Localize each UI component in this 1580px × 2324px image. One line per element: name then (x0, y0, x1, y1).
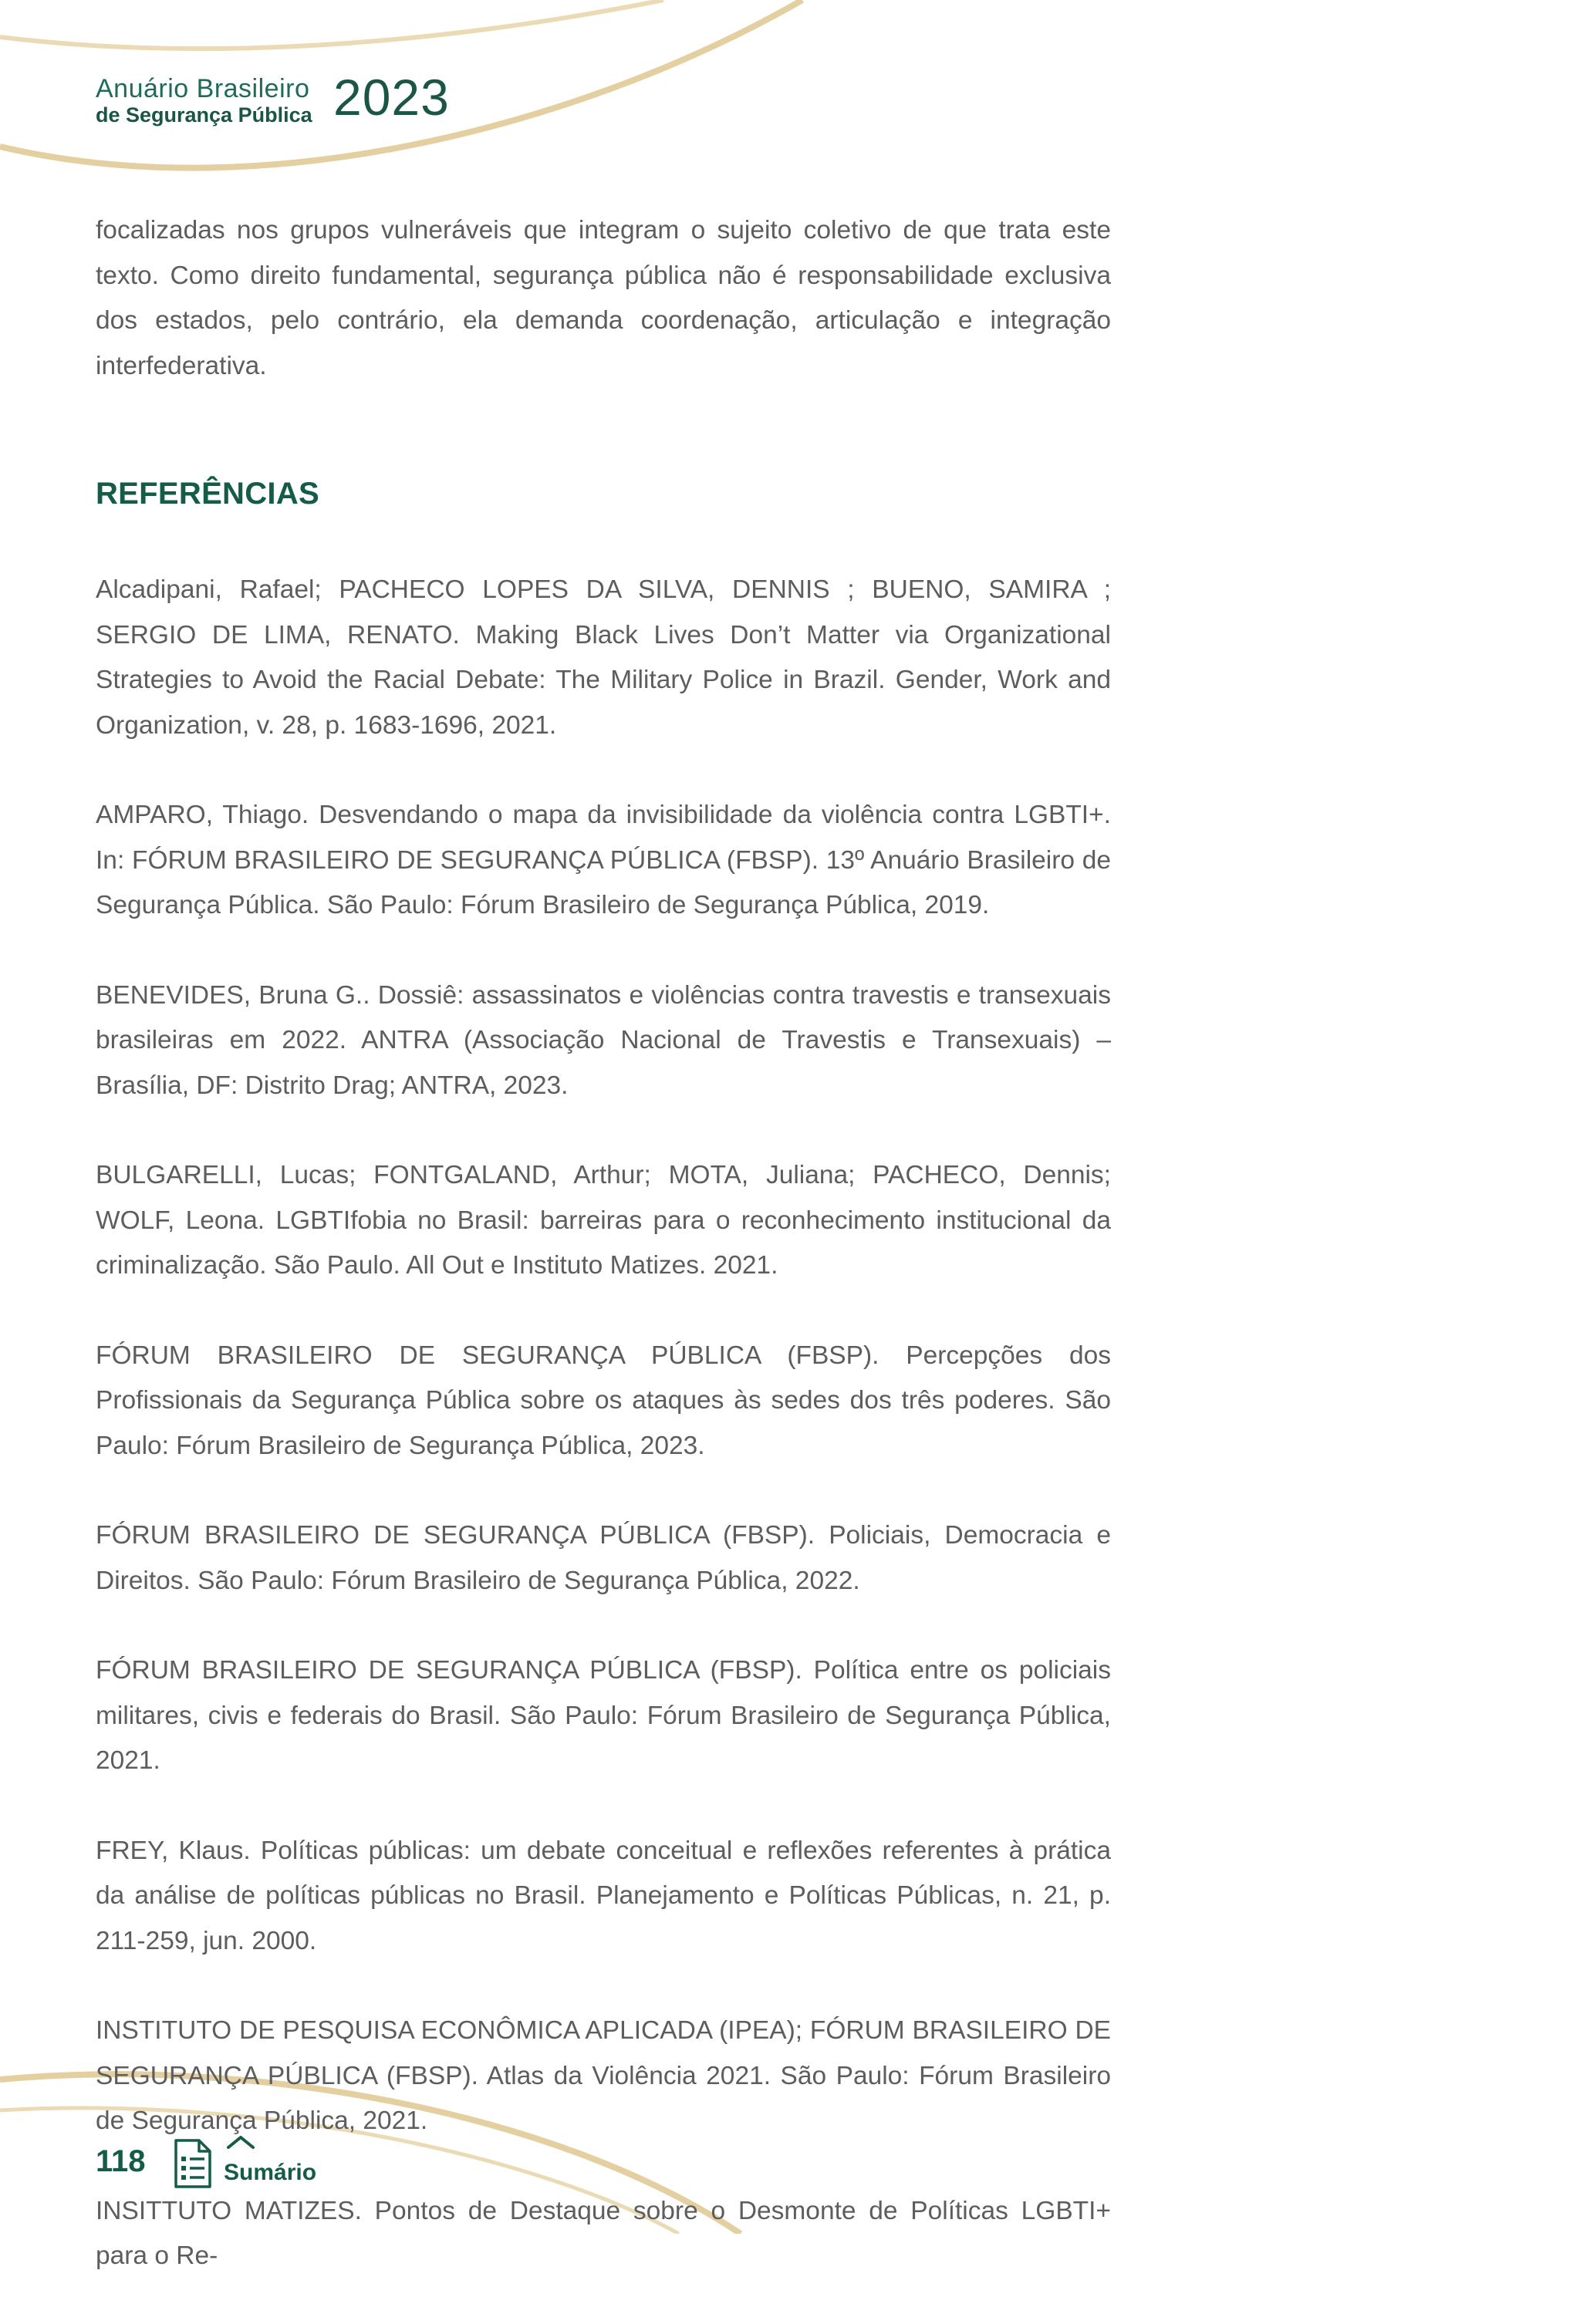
document-list-icon (173, 2138, 213, 2189)
reference-item: BENEVIDES, Bruna G.. Dossiê: assassinatos e violências contra travestis e transexuais brasileiras em 2022. ANTRA (Associação Nacional de Travestis e Transexuais) – Brasília, DF: Distrito Drag; ANTRA, 2023. (96, 980, 1111, 1100)
references-heading: REFERÊNCIAS (96, 477, 319, 511)
intro-paragraph: focalizadas nos grupos vulneráveis que integram o sujeito coletivo de que trata este texto. Como direito fundamental, segurança pública não é responsabilidade exclusiva dos estados, pelo contrário, ela demanda coordenação, articulação e integração interfederativa. (96, 216, 1111, 380)
brand-title-line1: Anuário Brasileiro (96, 74, 310, 103)
references-list (96, 568, 1111, 2279)
chevron-up-icon (225, 2133, 256, 2150)
summary-label: Sumário (224, 2160, 317, 2185)
reference-item: FÓRUM BRASILEIRO DE SEGURANÇA PÚBLICA (FBSP). Policiais, Democracia e Direitos. São Paulo: Fórum Brasileiro de Segurança Pública, 2022. (96, 1521, 1111, 1595)
reference-item: FÓRUM BRASILEIRO DE SEGURANÇA PÚBLICA (FBSP). Política entre os policiais militares, civis e federais do Brasil. São Paulo: Fórum Brasileiro de Segurança Pública, 2021. (96, 1656, 1111, 1775)
brand-title-line2: de Segurança Pública (96, 103, 312, 126)
reference-item: AMPARO, Thiago. Desvendando o mapa da invisibilidade da violência contra LGBTI+. In: FÓRUM BRASILEIRO DE SEGURANÇA PÚBLICA (FBSP). 13º Anuário Brasileiro de Segurança Pública. São Paulo: Fórum Brasileiro de Segurança Pública, 2019. (96, 801, 1111, 919)
reference-item: INSTITUTO DE PESQUISA ECONÔMICA APLICADA (IPEA); FÓRUM BRASILEIRO DE SEGURANÇA PÚBLICA (FBSP). Atlas da Violência 2021. São Paulo: Fórum Brasileiro de Segurança Pública, 2021. (96, 2016, 1111, 2135)
brand-year: 2023 (333, 69, 450, 126)
summary-link[interactable] (173, 2133, 420, 2195)
reference-item: FÓRUM BRASILEIRO DE SEGURANÇA PÚBLICA (FBSP). Percepções dos Profissionais da Segurança Pública sobre os ataques às sedes dos três poderes. São Paulo: Fórum Brasileiro de Segurança Pública, 2023. (96, 1341, 1111, 1460)
page-number: 118 (96, 2144, 146, 2178)
reference-item: Alcadipani, Rafael; PACHECO LOPES DA SILVA, DENNIS ; BUENO, SAMIRA ; SERGIO DE LIMA, RENATO. Making Black Lives Don’t Matter via Organizational Strategies to Avoid the Racial Debate: The Military Police in Brazil. Gender, Work and Organization, v. 28, p. 1683-1696, 2021. (96, 575, 1111, 740)
main-content (96, 208, 1111, 2324)
reference-item: FREY, Klaus. Políticas públicas: um debate conceitual e reflexões referentes à prática da análise de políticas públicas no Brasil. Planejamento e Políticas Públicas, n. 21, p. 211-259, jun. 2000. (96, 1836, 1111, 1955)
reference-item: INSITTUTO MATIZES. Pontos de Destaque sobre o Desmonte de Políticas LGBTI+ para o Re- (96, 2196, 1111, 2270)
reference-item: BULGARELLI, Lucas; FONTGALAND, Arthur; MOTA, Juliana; PACHECO, Dennis; WOLF, Leona. LGBTIfobia no Brasil: barreiras para o reconhecimento institucional da criminalização. São Paulo. All Out e Instituto Matizes. 2021. (96, 1161, 1111, 1280)
